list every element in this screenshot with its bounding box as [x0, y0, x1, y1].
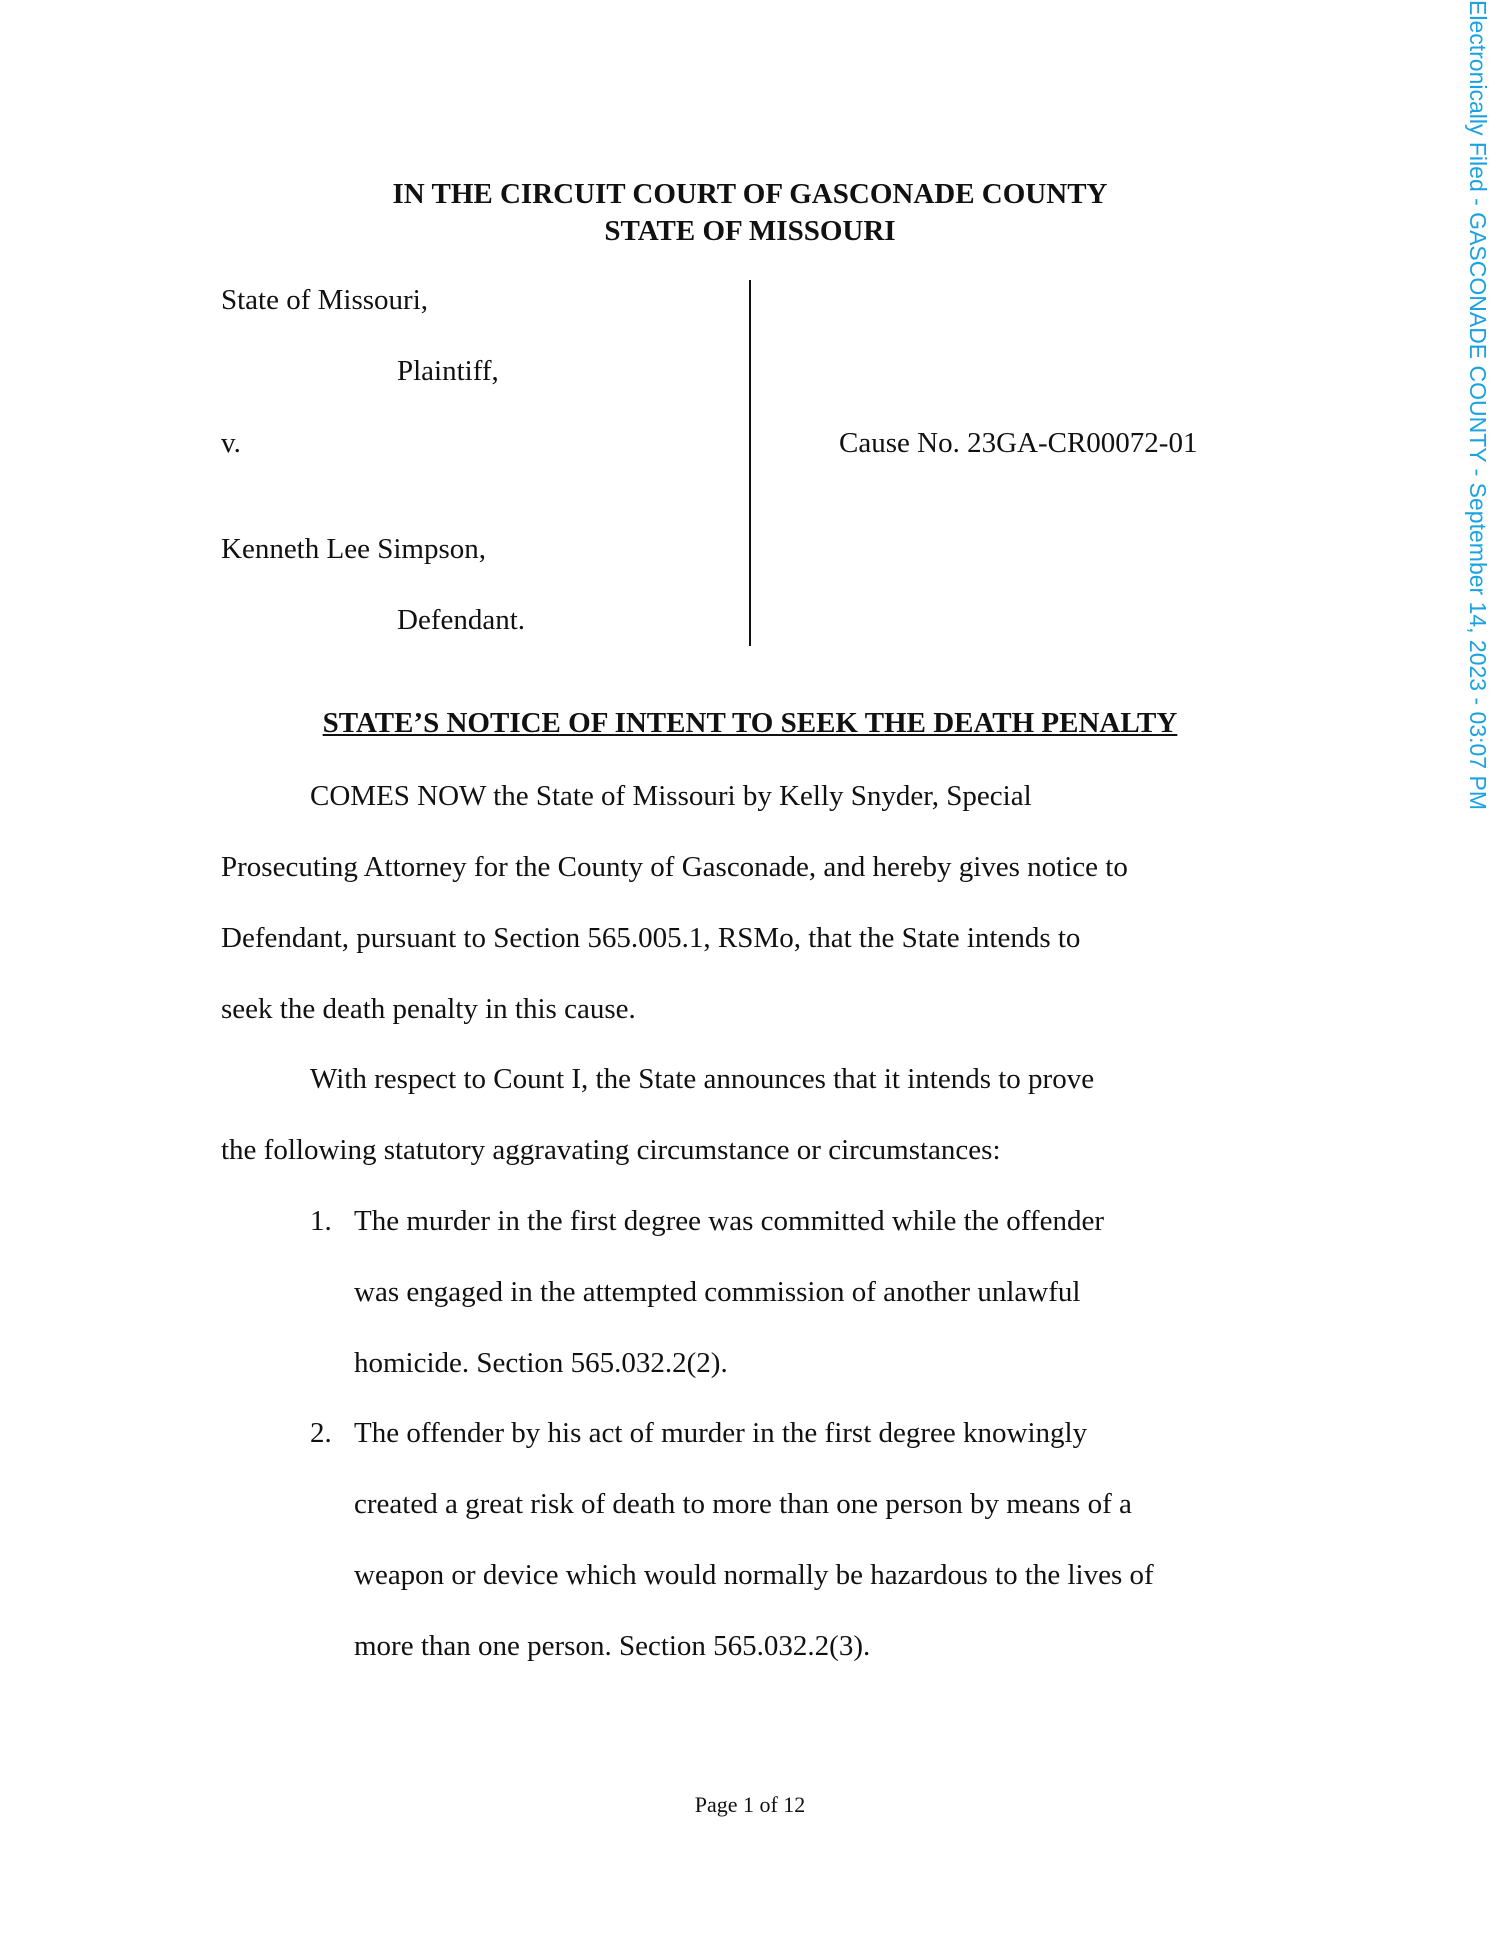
plaintiff-label: Plaintiff,	[397, 355, 499, 387]
plaintiff-name: State of Missouri,	[221, 284, 429, 316]
list-item-number: 1.	[310, 1205, 332, 1237]
court-state: STATE OF MISSOURI	[604, 215, 896, 247]
defendant-name: Kenneth Lee Simpson,	[221, 533, 486, 565]
list-item-line: created a great risk of death to more than one person by means of a	[354, 1488, 1132, 1520]
caption-divider	[749, 280, 751, 646]
body-line: the following statutory aggravating circumstance or circumstances:	[221, 1134, 1001, 1166]
body-line: seek the death penalty in this cause.	[221, 993, 636, 1025]
list-item-line: weapon or device which would normally be hazardous to the lives of	[354, 1559, 1154, 1591]
cause-number: Cause No. 23GA-CR00072-01	[839, 427, 1198, 459]
body-line: Prosecuting Attorney for the County of Gasconade, and hereby gives notice to	[221, 851, 1128, 883]
body-line: With respect to Count I, the State announces that it intends to prove	[310, 1063, 1095, 1095]
list-item-line: was engaged in the attempted commission of another unlawful	[354, 1276, 1081, 1308]
body-line: COMES NOW the State of Missouri by Kelly Snyder, Special	[310, 780, 1032, 812]
list-item-line: The offender by his act of murder in the first degree knowingly	[354, 1417, 1088, 1449]
list-item-number: 2.	[310, 1417, 332, 1449]
electronic-filing-stamp: Electronically Filed - GASCONADE COUNTY - September 14, 2023 - 03:07 PM	[1465, 0, 1491, 810]
defendant-label: Defendant.	[397, 604, 526, 636]
list-item-line: more than one person. Section 565.032.2(3).	[354, 1630, 871, 1662]
page-number: Page 1 of 12	[694, 1792, 806, 1817]
document-title	[0, 707, 1500, 740]
document-title-text: STATE’S NOTICE OF INTENT TO SEEK THE DEATH PENALTY	[322, 707, 1178, 739]
list-item-line: The murder in the first degree was committed while the offender	[354, 1205, 1104, 1237]
list-item-line: homicide. Section 565.032.2(2).	[354, 1347, 728, 1379]
court-name: IN THE CIRCUIT COURT OF GASCONADE COUNTY	[392, 178, 1108, 210]
body-line: Defendant, pursuant to Section 565.005.1, RSMo, that the State intends to	[221, 922, 1081, 954]
versus: v.	[221, 427, 241, 459]
